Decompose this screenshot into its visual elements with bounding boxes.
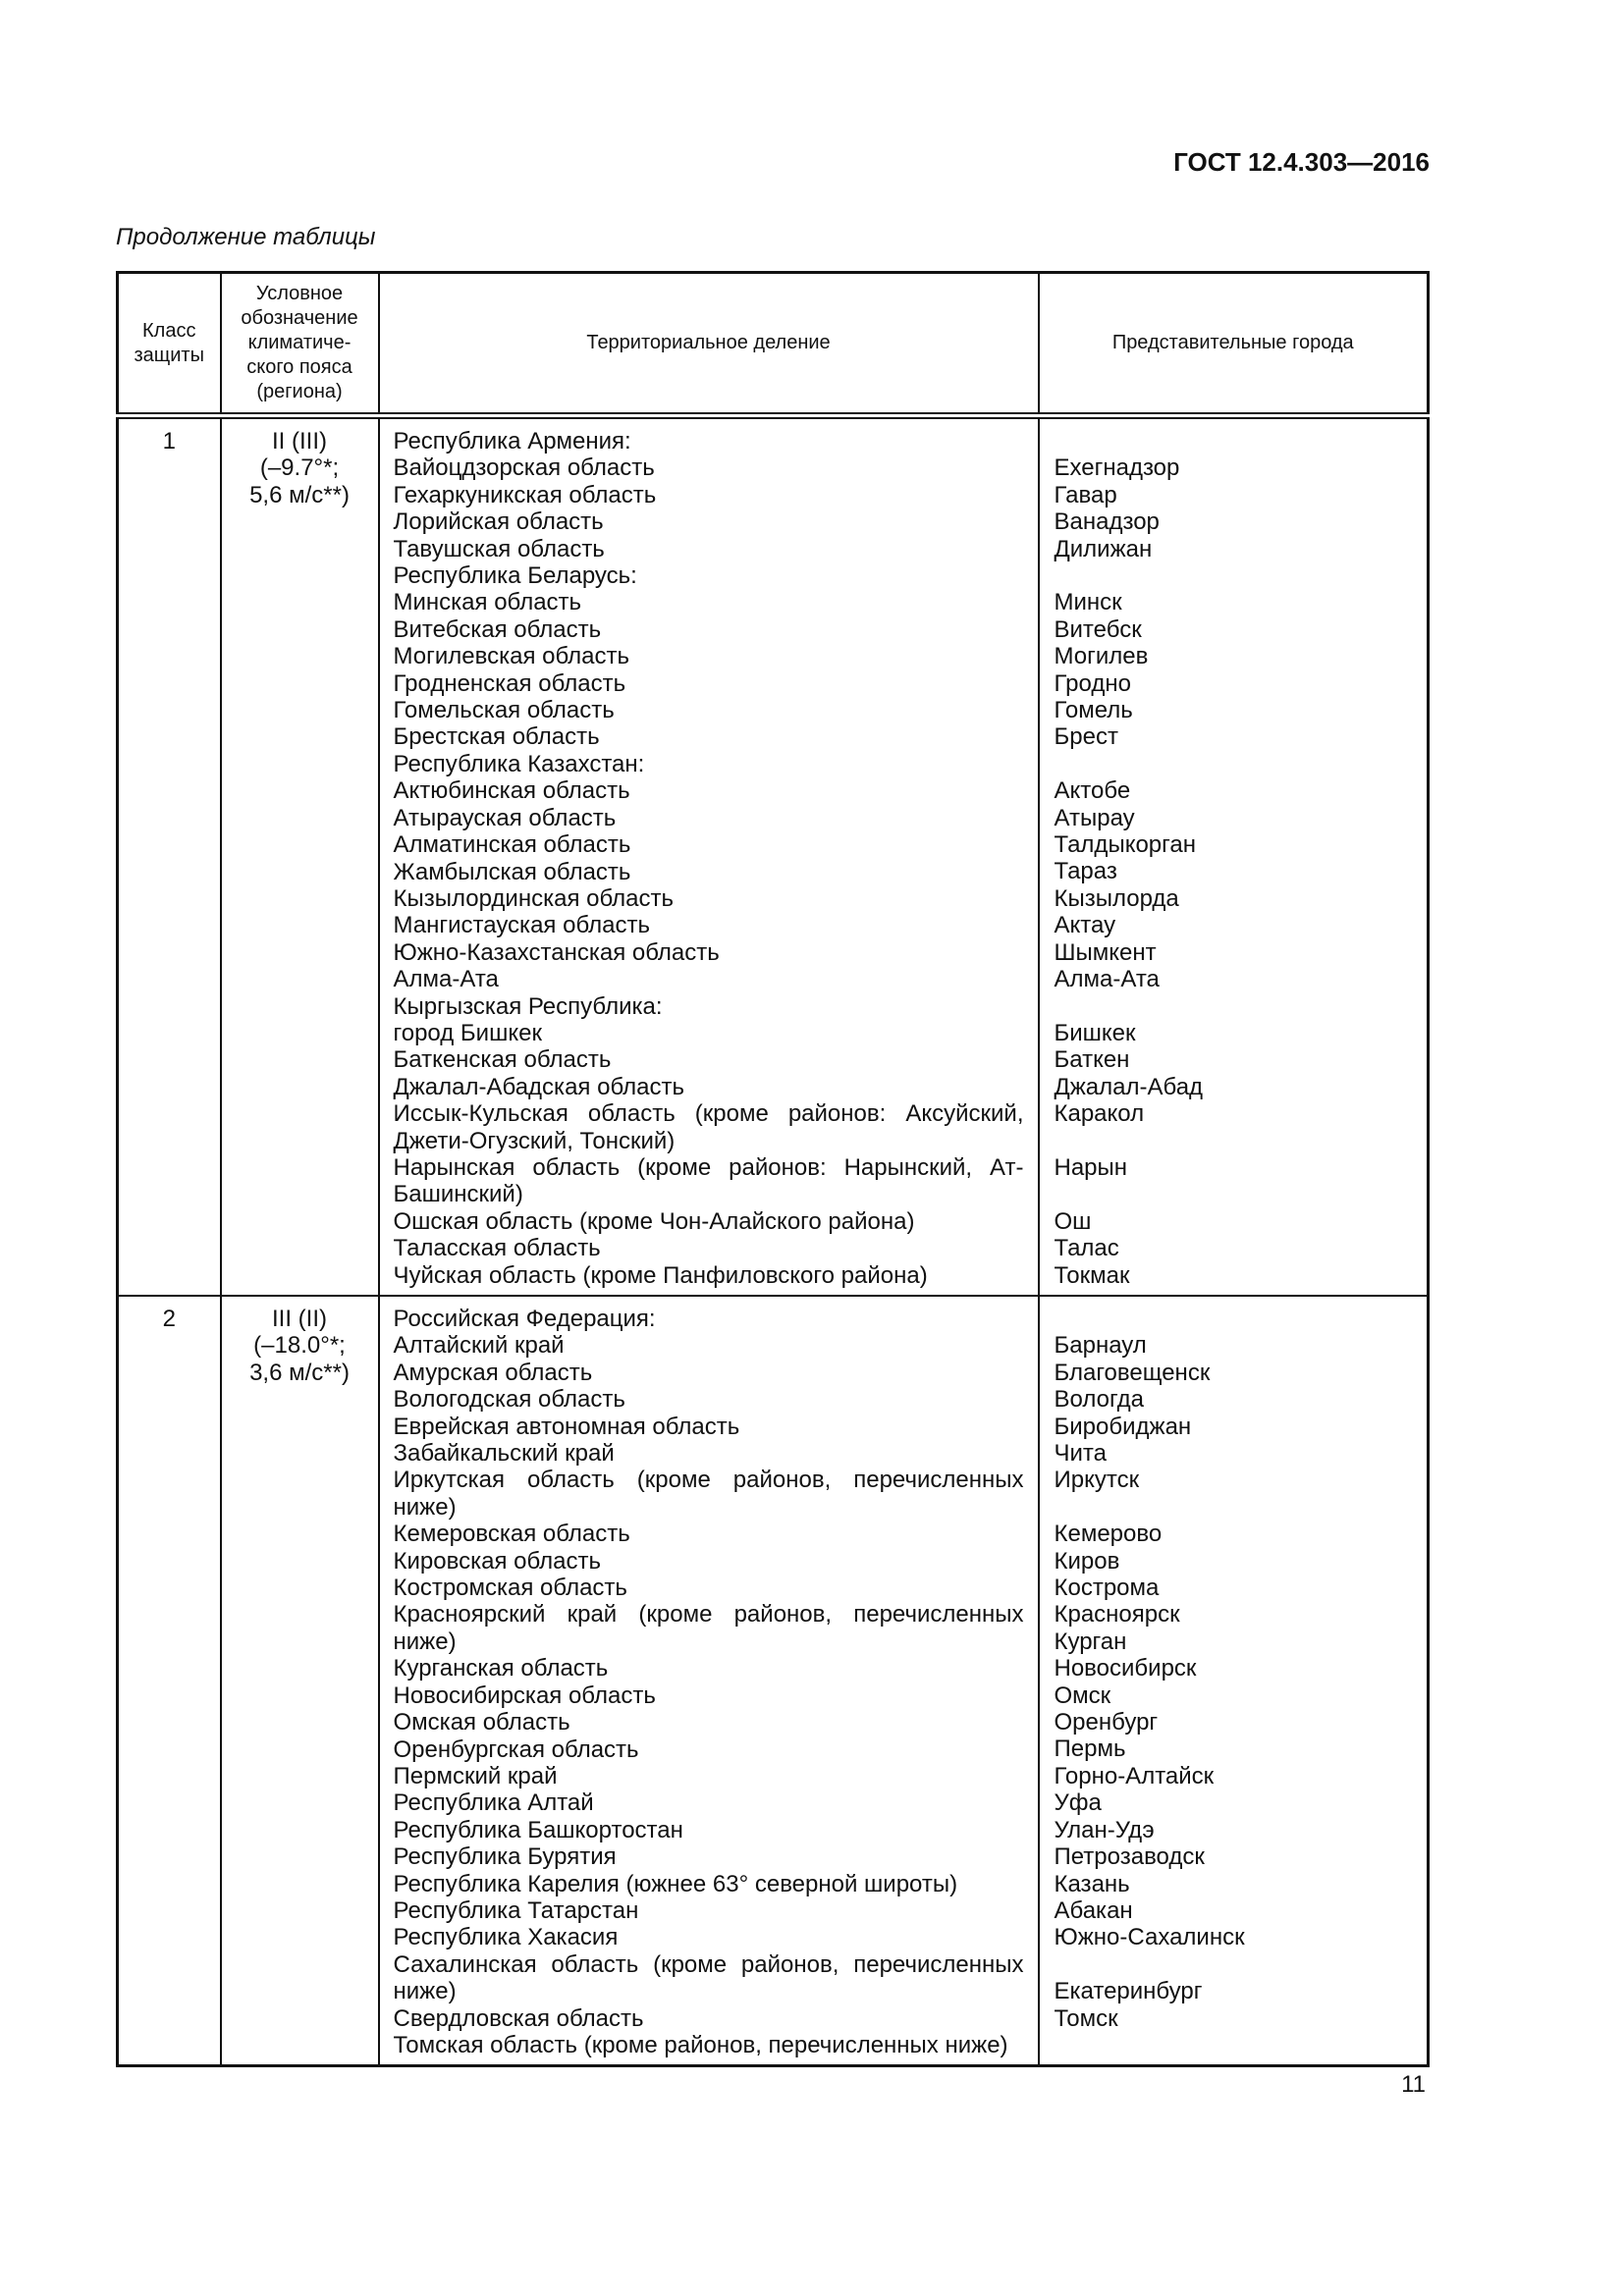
- territory-item: Новосибирская область: [393, 1682, 656, 1709]
- territory-item: Лорийская область: [393, 508, 604, 536]
- city-item: Джалал-Абад: [1054, 1073, 1204, 1100]
- territory-item: Республика Карелия (южнее 63° северной широты): [393, 1870, 958, 1897]
- city-item: Чита: [1054, 1440, 1107, 1468]
- climate-zone-line: III (II): [272, 1306, 327, 1332]
- city-item: Барнаул: [1054, 1332, 1147, 1360]
- header-class-line: Класс: [142, 319, 196, 342]
- city-item: Оренбург: [1054, 1709, 1159, 1736]
- territory-item: Костромская область: [393, 1575, 627, 1602]
- territory-item: Кыргызская Республика:: [393, 992, 663, 1020]
- cities-cell: [1039, 1296, 1429, 2066]
- territory-item: Баткенская область: [393, 1046, 612, 1074]
- territory-item: Томская область (кроме районов, перечисленных ниже): [393, 2031, 1008, 2058]
- table-caption: Продолжение таблицы: [116, 224, 376, 250]
- city-item: Петрозаводск: [1054, 1843, 1205, 1871]
- city-item: Могилев: [1054, 643, 1149, 670]
- city-item: Тараз: [1054, 858, 1117, 885]
- territory-item: Республика Хакасия: [393, 1924, 619, 1951]
- territory-item: Амурская область: [393, 1359, 593, 1386]
- territory-item: Еврейская автономная область: [393, 1413, 740, 1440]
- city-item: Дилижан: [1054, 535, 1153, 562]
- city-item: Минск: [1054, 589, 1122, 616]
- cities-cell: [1039, 416, 1429, 1297]
- city-item: Благовещенск: [1054, 1359, 1211, 1386]
- header-zone-line: климатиче-: [247, 332, 352, 353]
- city-item: Гавар: [1054, 481, 1117, 508]
- climate-zone-line: (–9.7°*;: [259, 454, 340, 482]
- territory-item: Алма-Ата: [393, 966, 499, 993]
- city-item: Екатеринбург: [1054, 1978, 1203, 2005]
- city-item: Кызылорда: [1054, 884, 1179, 912]
- territory-item: Нарынская область (кроме районов: Нарынский, Ат-Башинский): [393, 1153, 1024, 1208]
- territory-item: Республика Бурятия: [393, 1843, 617, 1871]
- city-item: Горно-Алтайск: [1054, 1762, 1215, 1789]
- header-cities: [1039, 273, 1429, 416]
- climate-zone-line: 3,6 м/с**): [249, 1359, 350, 1386]
- territory-item: Минская область: [393, 589, 582, 616]
- header-zone-line: ского пояса: [246, 356, 352, 378]
- city-item: [1055, 562, 1428, 589]
- city-item: Южно-Сахалинск: [1054, 1924, 1245, 1951]
- city-item: Токмак: [1054, 1261, 1130, 1289]
- city-item: Кемерово: [1054, 1521, 1163, 1548]
- city-item: Курган: [1054, 1628, 1127, 1655]
- city-item: Атырау: [1054, 804, 1135, 831]
- territory-item: Российская Федерация:: [393, 1306, 656, 1332]
- city-item: Омск: [1054, 1682, 1111, 1709]
- territory-cell: [379, 1296, 1039, 2066]
- city-item: [1055, 428, 1428, 454]
- header-territory: [379, 273, 1039, 416]
- territory-item: Кемеровская область: [393, 1521, 630, 1548]
- city-item: Биробиджан: [1054, 1413, 1192, 1440]
- city-item: Новосибирск: [1054, 1655, 1197, 1682]
- city-item: Баткен: [1054, 1046, 1130, 1074]
- territory-item: Кировская область: [393, 1547, 601, 1575]
- header-class: [118, 273, 221, 416]
- city-item: Талас: [1054, 1235, 1119, 1262]
- header-zone-line: обозначение: [241, 307, 358, 329]
- city-item: Ванадзор: [1054, 508, 1160, 536]
- city-item: Иркутск: [1054, 1467, 1140, 1494]
- city-item: Ош: [1054, 1207, 1092, 1235]
- territory-item: Оренбургская область: [393, 1735, 639, 1763]
- city-item: Гомель: [1054, 697, 1133, 724]
- city-item: Бишкек: [1054, 1019, 1136, 1046]
- territory-item: Омская область: [393, 1709, 570, 1736]
- city-item: Алма-Ата: [1054, 966, 1160, 993]
- territory-item: Алтайский край: [393, 1332, 565, 1360]
- city-item: [1055, 751, 1428, 777]
- climate-zone-cell: [221, 1296, 379, 2066]
- city-item: Красноярск: [1054, 1601, 1180, 1629]
- protection-class-cell: 1: [118, 416, 221, 1297]
- territory-item: Пермский край: [393, 1762, 558, 1789]
- city-item: Казань: [1054, 1870, 1130, 1897]
- climate-zone-cell: [221, 416, 379, 1297]
- city-item: [1055, 992, 1428, 1019]
- territory-item: Республика Беларусь:: [393, 562, 637, 590]
- territory-item: Чуйская область (кроме Панфиловского района): [393, 1261, 928, 1289]
- climate-zone-line: 5,6 м/с**): [249, 481, 350, 508]
- territory-item: Гехаркуникская область: [393, 481, 657, 508]
- territory-item: Республика Казахстан:: [393, 750, 645, 777]
- table-row: [118, 416, 1429, 1297]
- city-item: Ехегнадзор: [1054, 454, 1180, 482]
- header-cities-text: Представительные города: [1111, 332, 1354, 353]
- table-row: [118, 1296, 1429, 2066]
- territory-item: Забайкальский край: [393, 1440, 615, 1468]
- territory-item: Сахалинская область (кроме районов, перечисленных ниже): [393, 1950, 1024, 2005]
- document-number: ГОСТ 12.4.303—2016: [1173, 147, 1430, 177]
- page-number: 11: [1401, 2071, 1426, 2098]
- table-header-row: [118, 273, 1429, 416]
- territory-item: Вайоцдзорская область: [393, 454, 655, 482]
- city-item: Талдыкорган: [1054, 831, 1196, 859]
- territory-item: Красноярский край (кроме районов, перечисленных ниже): [393, 1601, 1024, 1655]
- city-item: Томск: [1054, 2004, 1118, 2032]
- territory-item: Жамбылская область: [393, 858, 631, 885]
- city-item: Пермь: [1054, 1735, 1126, 1763]
- city-item: Шымкент: [1054, 938, 1157, 966]
- territory-item: город Бишкек: [393, 1019, 542, 1046]
- city-item: Вологда: [1054, 1386, 1144, 1414]
- header-territory-text: Территориальное деление: [586, 332, 831, 353]
- territory-item: Мангистауская область: [393, 912, 650, 939]
- territory-item: Иссык-Кульская область (кроме районов: Аксуйский, Джети-Огузский, Тонский): [393, 1100, 1024, 1154]
- header-zone-line: Условное: [255, 283, 344, 304]
- territory-item: Гродненская область: [393, 669, 626, 697]
- territory-item: Таласская область: [393, 1235, 601, 1262]
- territory-cell: [379, 416, 1039, 1297]
- city-item: [1055, 1306, 1428, 1332]
- territory-item: Атырауская область: [393, 804, 617, 831]
- header-zone: [221, 273, 379, 416]
- territory-item: Свердловская область: [393, 2004, 644, 2032]
- climate-zone-line: II (III): [272, 428, 327, 454]
- territory-item: Южно-Казахстанская область: [393, 938, 720, 966]
- territory-item: Брестская область: [393, 723, 600, 751]
- territory-item: Республика Башкортостан: [393, 1816, 683, 1843]
- territory-item: Актюбинская область: [393, 777, 630, 805]
- territory-item: Республика Алтай: [393, 1789, 594, 1817]
- territory-item: Джалал-Абадская область: [393, 1073, 684, 1100]
- territory-item: Кызылординская область: [393, 884, 674, 912]
- city-item: Каракол: [1054, 1100, 1145, 1128]
- city-item: Актау: [1054, 912, 1116, 939]
- climate-zones-table: [116, 271, 1430, 2067]
- city-item: Витебск: [1054, 615, 1142, 643]
- city-item: Киров: [1054, 1547, 1120, 1575]
- territory-item: Иркутская область (кроме районов, перечисленных ниже): [393, 1467, 1024, 1521]
- territory-item: Могилевская область: [393, 643, 630, 670]
- protection-class-cell: 2: [118, 1296, 221, 2066]
- territory-item: Витебская область: [393, 615, 602, 643]
- climate-zone-line: (–18.0°*;: [253, 1332, 346, 1360]
- city-item: Кострома: [1054, 1575, 1160, 1602]
- territory-item: Алматинская область: [393, 831, 631, 859]
- territory-item: Республика Татарстан: [393, 1896, 639, 1924]
- city-item: Нарын: [1054, 1153, 1128, 1181]
- city-item: Актобе: [1054, 777, 1131, 805]
- territory-item: Республика Армения:: [393, 428, 631, 454]
- city-item: Брест: [1054, 723, 1118, 751]
- territory-item: Курганская область: [393, 1655, 609, 1682]
- territory-item: Тавушская область: [393, 535, 605, 562]
- territory-item: Ошская область (кроме Чон-Алайского района): [393, 1207, 915, 1235]
- city-item: Улан-Удэ: [1054, 1816, 1155, 1843]
- header-zone-line: (региона): [256, 381, 343, 402]
- header-class-line: защиты: [134, 344, 204, 366]
- city-item: Гродно: [1054, 669, 1131, 697]
- territory-item: Гомельская область: [393, 697, 615, 724]
- city-item: Уфа: [1054, 1789, 1102, 1817]
- territory-item: Вологодская область: [393, 1386, 625, 1414]
- city-item: Абакан: [1054, 1896, 1133, 1924]
